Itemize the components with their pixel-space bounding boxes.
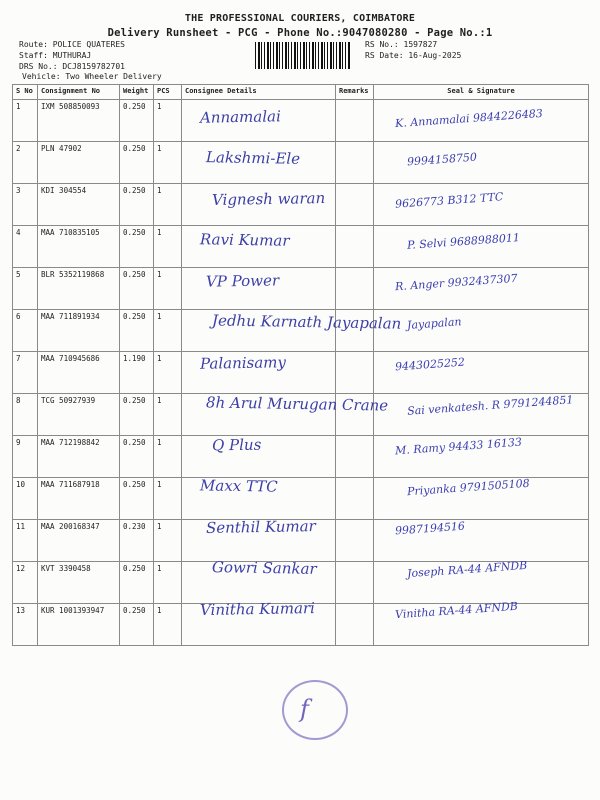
cell-wt: 0.250 [120, 436, 154, 478]
cell-sno: 11 [13, 520, 38, 562]
signature-handwriting: Priyanka 9791505108 [406, 476, 531, 499]
consignee-handwriting: Vignesh waran [211, 189, 326, 209]
cell-remarks [336, 268, 374, 310]
consignee-handwriting: Q Plus [211, 435, 262, 455]
cell-cn: MAA 710945686 [38, 352, 120, 394]
cell-cn: BLR 5352119868 [38, 268, 120, 310]
signature-handwriting: R. Anger 9932437307 [394, 271, 518, 294]
cell-pcs: 1 [154, 352, 182, 394]
cell-wt: 0.250 [120, 394, 154, 436]
cell-cn: KDI 304554 [38, 184, 120, 226]
cell-cn: KVT 3390458 [38, 562, 120, 604]
cell-sno: 9 [13, 436, 38, 478]
cell-sno: 12 [13, 562, 38, 604]
signature-handwriting: Sai venkatesh. R 9791244851 [406, 393, 574, 418]
consignee-handwriting: Annamalai [199, 107, 281, 127]
cell-pcs: 1 [154, 310, 182, 352]
cell-cn: MAA 710835105 [38, 226, 120, 268]
signature-handwriting: P. Selvi 9688988011 [406, 231, 521, 252]
cell-sno: 5 [13, 268, 38, 310]
table-header-row [13, 85, 589, 100]
cell-pcs: 1 [154, 226, 182, 268]
company-title: THE PROFESSIONAL COURIERS, COIMBATORE [184, 13, 416, 24]
signature-handwriting: Vinitha RA-44 AFNDB [394, 599, 519, 622]
cell-pcs: 1 [154, 478, 182, 520]
cell-wt: 0.250 [120, 604, 154, 646]
signature-handwriting: Joseph RA-44 AFNDB [406, 558, 528, 581]
consignee-handwriting: Maxx TTC [199, 476, 278, 496]
cell-pcs: 1 [154, 604, 182, 646]
stamp-seal [282, 680, 348, 740]
rs-number: RS No.: 1597827 [365, 40, 438, 49]
cell-remarks [336, 100, 374, 142]
cell-wt: 0.250 [120, 310, 154, 352]
cell-pcs: 1 [154, 100, 182, 142]
cell-remarks [336, 604, 374, 646]
consignee-handwriting: Ravi Kumar [199, 230, 290, 250]
col-header-weight: Weight [120, 85, 154, 100]
cell-wt: 0.250 [120, 478, 154, 520]
cell-remarks [336, 352, 374, 394]
cell-signature [374, 310, 589, 352]
cell-pcs: 1 [154, 436, 182, 478]
signature-handwriting: 9987194516 [394, 519, 466, 538]
cell-remarks [336, 562, 374, 604]
col-header-remarks: Remarks [336, 85, 374, 100]
cell-wt: 0.250 [120, 184, 154, 226]
cell-pcs: 1 [154, 394, 182, 436]
runsheet-subtitle: Delivery Runsheet - PCG - Phone No.:9047080280 - Page No.:1 [107, 27, 493, 39]
route-label: Route: POLICE QUATERES [19, 40, 125, 49]
cell-remarks [336, 184, 374, 226]
cell-sno: 10 [13, 478, 38, 520]
cell-signature [374, 142, 589, 184]
cell-sno: 7 [13, 352, 38, 394]
cell-sno: 3 [13, 184, 38, 226]
cell-cn: MAA 712198842 [38, 436, 120, 478]
drs-number: DRS No.: DCJ8159782701 [19, 62, 125, 71]
cell-cn: MAA 711891934 [38, 310, 120, 352]
cell-remarks [336, 226, 374, 268]
signature-handwriting: M. Ramy 94433 16133 [394, 435, 523, 458]
cell-wt: 0.250 [120, 142, 154, 184]
cell-sno: 13 [13, 604, 38, 646]
cell-remarks [336, 478, 374, 520]
col-header-signature: Seal & Signature [374, 85, 589, 100]
col-header-pcs: PCS [154, 85, 182, 100]
signature-handwriting: 9443025252 [394, 355, 466, 374]
signature-handwriting: K. Annamalai 9844226483 [394, 106, 544, 131]
table-row [13, 142, 589, 184]
cell-wt: 0.250 [120, 100, 154, 142]
cell-sno: 6 [13, 310, 38, 352]
stamp-mark: f [300, 695, 309, 723]
signature-handwriting: 9994158750 [406, 150, 478, 169]
cell-cn: MAA 711687918 [38, 478, 120, 520]
consignee-handwriting: Vinitha Kumari [199, 598, 316, 620]
consignee-handwriting: Gowri Sankar [211, 558, 317, 578]
signature-handwriting: Jayapalan [406, 315, 462, 332]
cell-cn: MAA 200168347 [38, 520, 120, 562]
cell-remarks [336, 142, 374, 184]
consignee-handwriting: 8h Arul Murugan Crane [205, 393, 389, 415]
cell-cn: KUR 1001393947 [38, 604, 120, 646]
table-row [13, 352, 589, 394]
cell-pcs: 1 [154, 268, 182, 310]
cell-pcs: 1 [154, 142, 182, 184]
rs-date: RS Date: 16-Aug-2025 [365, 51, 462, 60]
col-header-consignment: Consignment No [38, 85, 120, 100]
cell-sno: 8 [13, 394, 38, 436]
consignee-handwriting: Palanisamy [199, 353, 287, 373]
cell-pcs: 1 [154, 520, 182, 562]
cell-wt: 0.230 [120, 520, 154, 562]
consignee-handwriting: Lakshmi-Ele [205, 148, 301, 168]
cell-wt: 1.190 [120, 352, 154, 394]
cell-cn: IXM 508850093 [38, 100, 120, 142]
cell-sno: 4 [13, 226, 38, 268]
cell-pcs: 1 [154, 562, 182, 604]
signature-handwriting: 9626773 B312 TTC [394, 190, 504, 211]
cell-remarks [336, 520, 374, 562]
cell-wt: 0.250 [120, 226, 154, 268]
consignee-handwriting: Senthil Kumar [205, 517, 316, 537]
col-header-sno: S No [13, 85, 38, 100]
cell-pcs: 1 [154, 184, 182, 226]
consignee-handwriting: VP Power [205, 271, 280, 291]
staff-label: Staff: MUTHURAJ [19, 51, 92, 60]
cell-cn: PLN 47902 [38, 142, 120, 184]
cell-sno: 1 [13, 100, 38, 142]
cell-remarks [336, 436, 374, 478]
cell-cn: TCG 50927939 [38, 394, 120, 436]
vehicle-label: Vehicle: Two Wheeler Delivery [22, 72, 162, 81]
barcode [255, 42, 350, 69]
col-header-consignee: Consignee Details [182, 85, 336, 100]
cell-wt: 0.250 [120, 268, 154, 310]
cell-wt: 0.250 [120, 562, 154, 604]
cell-sno: 2 [13, 142, 38, 184]
consignee-handwriting: Jedhu Karnath Jayapalan [211, 311, 402, 333]
